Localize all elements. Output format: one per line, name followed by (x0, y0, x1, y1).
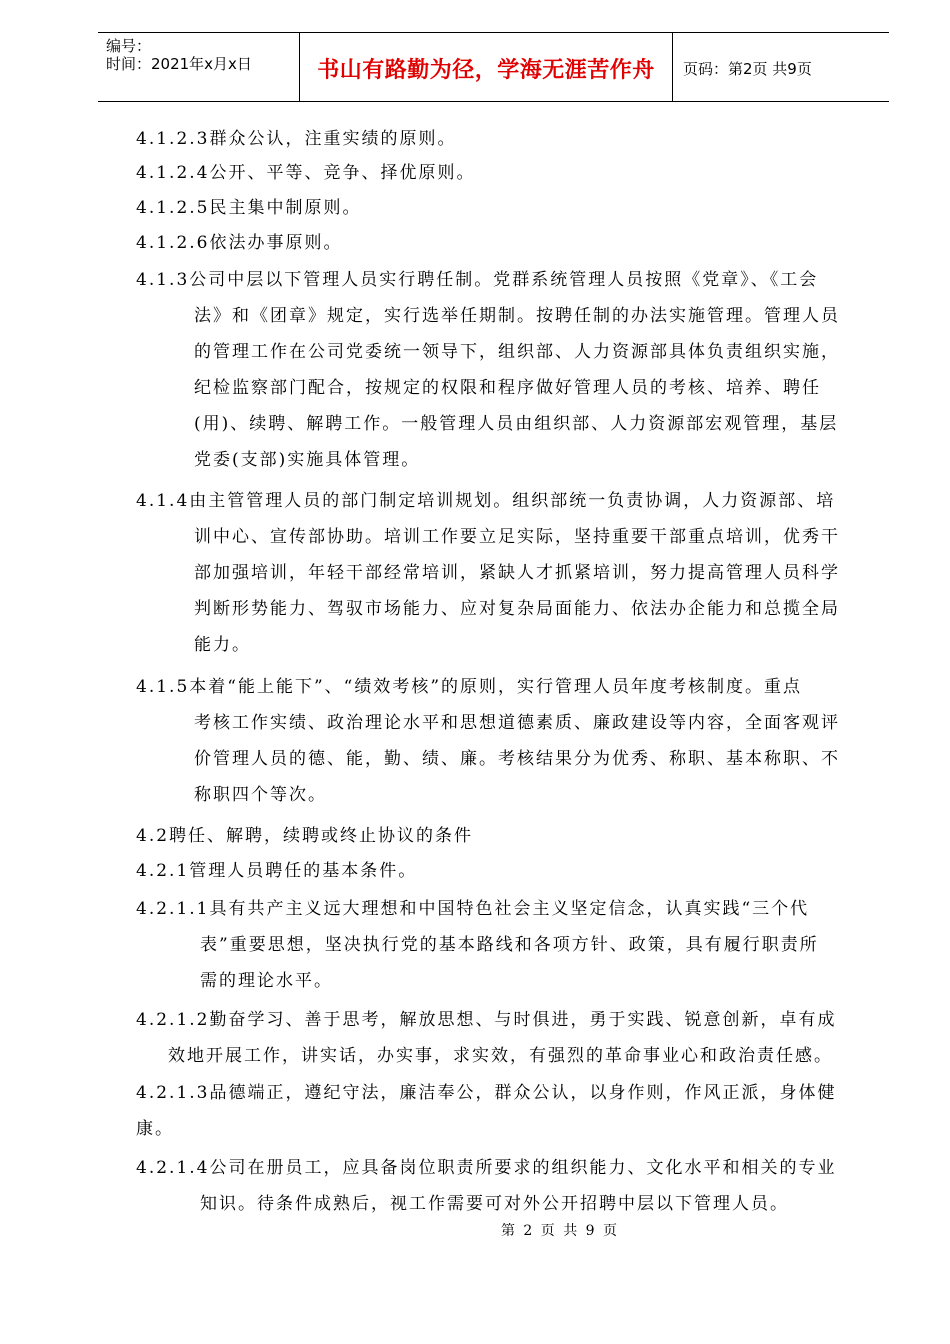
text-line: 4.2.1.4公司在册员工，应具备岗位职责所要求的组织能力、文化水平和相关的专业 (136, 1158, 837, 1178)
text-line: 需的理论水平。 (200, 971, 333, 991)
text-line: 纪检监察部门配合，按规定的权限和程序做好管理人员的考核、培养、聘任 (194, 378, 821, 398)
text-line: 法》和《团章》规定，实行选举任期制。按聘任制的办法实施管理。管理人员 (194, 306, 840, 326)
paragraph-4-1-4 (136, 483, 856, 663)
text-line: 部加强培训，年轻干部经常培训，紧缺人才抓紧培训，努力提高管理人员科学 (194, 563, 840, 583)
paragraph-4-1-2-6 (136, 225, 856, 261)
text-line: 4.1.2.4公开、平等、竞争、择优原则。 (136, 163, 476, 183)
text-line: 4.1.2.5民主集中制原则。 (136, 198, 362, 218)
paragraph-4-2-1-4 (136, 1150, 856, 1222)
text-line: 4.2聘任、解聘，续聘或终止协议的条件 (136, 826, 474, 846)
document-number-label: 编号： (106, 37, 152, 55)
text-line: 党委(支部)实施具体管理。 (194, 450, 421, 470)
paragraph-4-2-1-1 (136, 891, 856, 999)
page-footer: 第 2 页 共 9 页 (500, 1223, 620, 1239)
text-line: 4.2.1.3品德端正，遵纪守法，廉洁奉公，群众公认，以身作则，作风正派，身体健 (136, 1083, 837, 1103)
paragraph-4-1-3 (136, 262, 856, 478)
paragraph-4-2-1-3 (136, 1075, 856, 1147)
header-meta (98, 33, 300, 101)
text-line: 4.1.3公司中层以下管理人员实行聘任制。党群系统管理人员按照《党章》、《工会 (136, 270, 819, 290)
text-line: 康。 (136, 1119, 174, 1139)
text-line: 判断形势能力、驾驭市场能力、应对复杂局面能力、依法办企能力和总揽全局 (194, 599, 840, 619)
header-motto: 书山有路勤为径，学海无涯苦作舟 (317, 57, 655, 83)
header-page-cell (673, 33, 889, 101)
text-line: 知识。待条件成熟后，视工作需要可对外公开招聘中层以下管理人员。 (200, 1194, 789, 1214)
text-line: (用)、续聘、解聘工作。一般管理人员由组织部、人力资源部宏观管理，基层 (194, 414, 839, 434)
document-time-label: 时间：2021年x月x日 (106, 55, 252, 73)
header-motto-cell (300, 33, 673, 101)
page-header (98, 32, 889, 102)
text-line: 价管理人员的德、能，勤、绩、廉。考核结果分为优秀、称职、基本称职、不 (194, 749, 840, 769)
paragraph-4-1-2-4 (136, 155, 856, 191)
text-line: 考核工作实绩、政治理论水平和思想道德素质、廉政建设等内容，全面客观评 (194, 713, 840, 733)
paragraph-4-2-1-2 (136, 1002, 856, 1074)
text-line: 称职四个等次。 (194, 785, 327, 805)
text-line: 训中心、宣传部协助。培训工作要立足实际，坚持重要干部重点培训，优秀干 (194, 527, 840, 547)
text-line: 表”重要思想，坚决执行党的基本路线和各项方针、政策，具有履行职责所 (200, 935, 819, 955)
text-line: 4.2.1管理人员聘任的基本条件。 (136, 861, 418, 881)
text-line: 4.1.2.3群众公认，注重实绩的原则。 (136, 129, 457, 149)
text-line: 4.1.4由主管管理人员的部门制定培训规划。组织部统一负责协调，人力资源部、培 (136, 491, 836, 511)
paragraph-4-1-2-5 (136, 190, 856, 226)
text-line: 效地开展工作，讲实话，办实事，求实效，有强烈的革命事业心和政治责任感。 (168, 1046, 833, 1066)
paragraph-4-1-2-3 (136, 121, 856, 157)
text-line: 能力。 (194, 635, 251, 655)
header-page-code: 页码：第2页 共9页 (683, 60, 812, 78)
paragraph-4-1-5 (136, 669, 856, 813)
text-line: 4.1.5本着“能上能下”、“绩效考核”的原则，实行管理人员年度考核制度。重点 (136, 677, 803, 697)
paragraph-4-2 (136, 818, 856, 854)
paragraph-4-2-1 (136, 853, 856, 889)
text-line: 4.2.1.1具有共产主义远大理想和中国特色社会主义坚定信念，认真实践“三个代 (136, 899, 810, 919)
text-line: 4.1.2.6依法办事原则。 (136, 233, 343, 253)
text-line: 的管理工作在公司党委统一领导下，组织部、人力资源部具体负责组织实施， (194, 342, 840, 362)
text-line: 4.2.1.2勤奋学习、善于思考，解放思想、与时俱进，勇于实践、锐意创新，卓有成 (136, 1010, 837, 1030)
